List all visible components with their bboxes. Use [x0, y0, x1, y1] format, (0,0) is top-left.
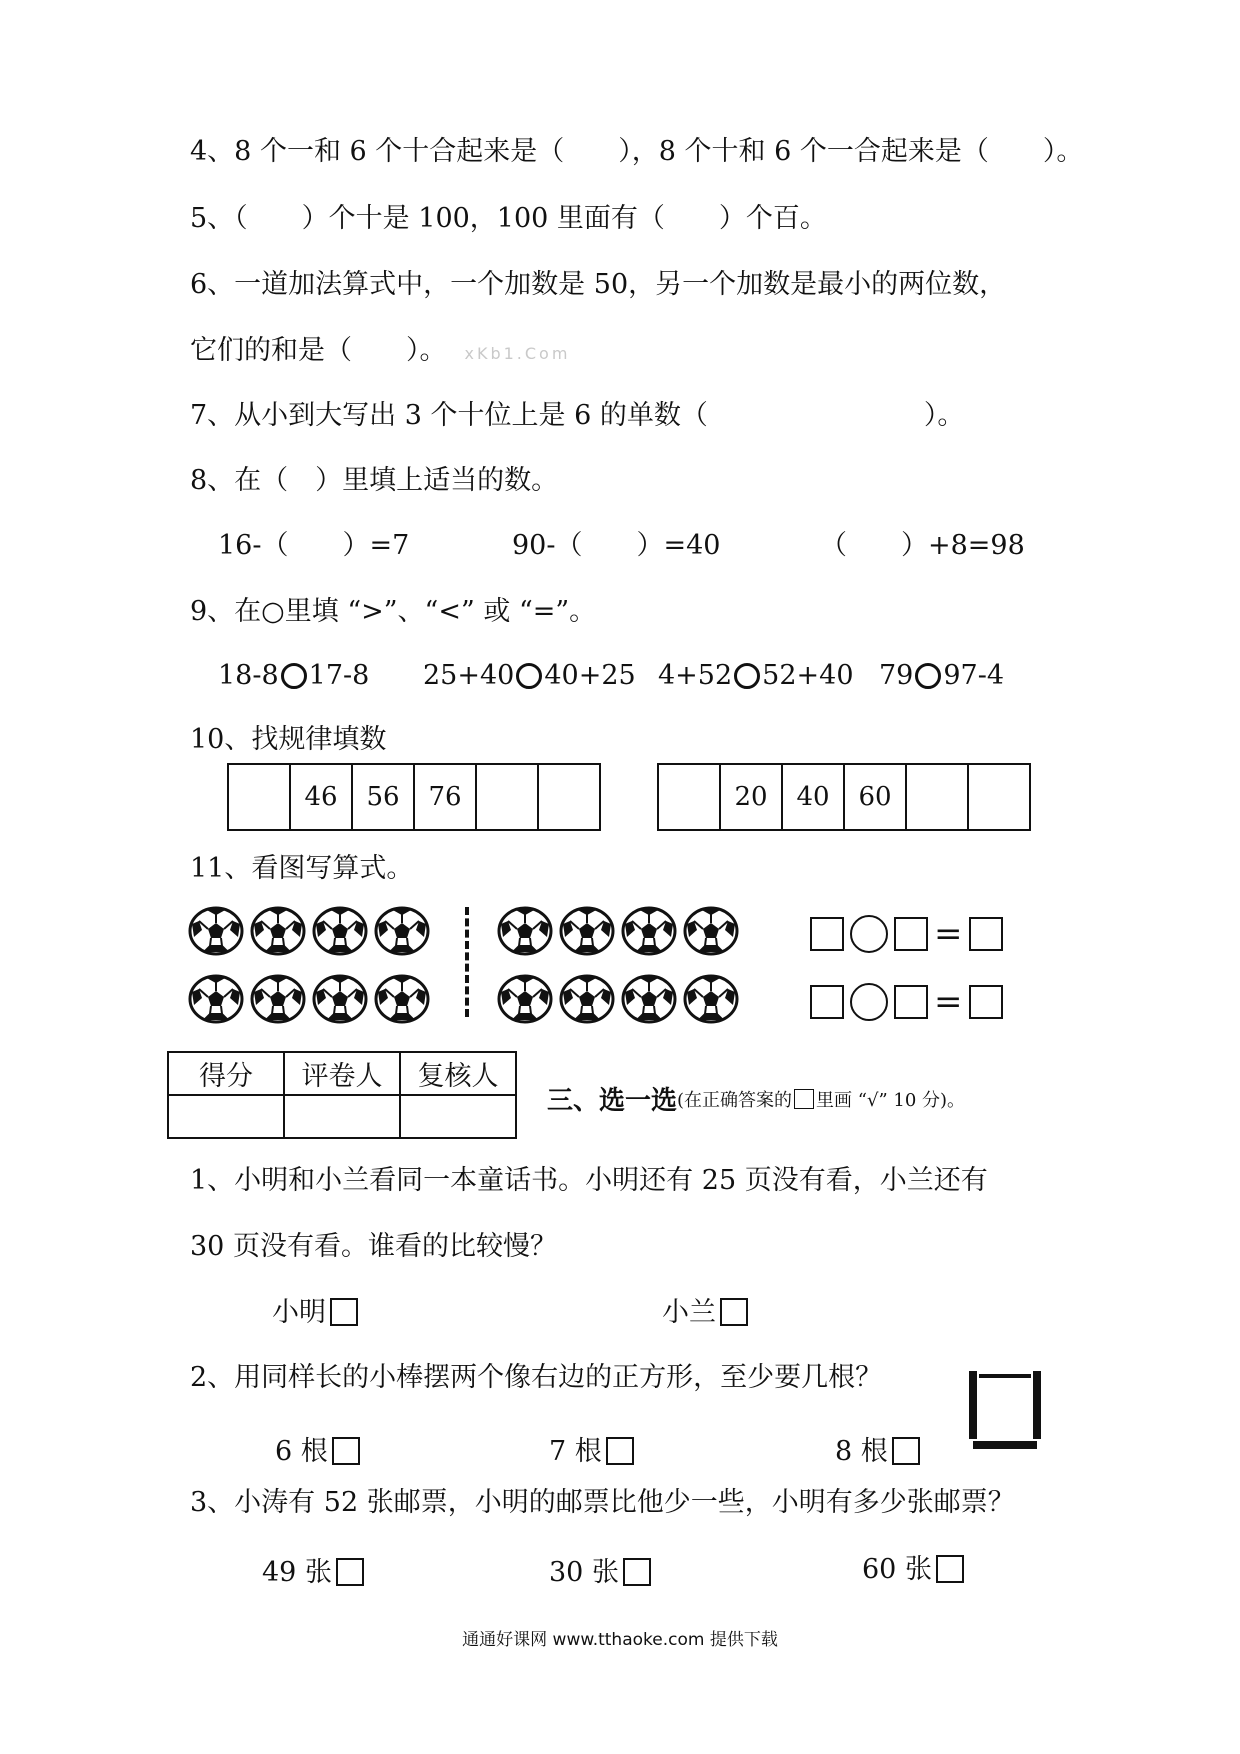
watermark-text: xKb1.Com [464, 344, 571, 363]
soccer-ball-icon [188, 906, 244, 956]
equation-row-1 [810, 914, 1003, 954]
sequence-cell: 76 [415, 765, 477, 829]
section-3-title: 三、选一选 [547, 1086, 678, 1116]
operator-circle[interactable] [850, 915, 888, 953]
answer-box[interactable] [894, 985, 928, 1019]
section-3-note-b: 里画 “√” 10 分)。 [816, 1089, 966, 1111]
choice-option[interactable] [549, 1558, 651, 1586]
checkbox[interactable] [892, 1437, 920, 1465]
score-header: 得分 [168, 1052, 284, 1095]
question-9: 9、在○里填 “>”、“<” 或 “=”。 [190, 596, 597, 627]
grader-header: 评卷人 [284, 1052, 400, 1095]
sequence-cell: 56 [353, 765, 415, 829]
answer-box[interactable] [969, 985, 1003, 1019]
soccer-ball-icon [621, 906, 677, 956]
q8-equation: 90-（ ）=40 [512, 530, 721, 561]
equation-row-2 [810, 982, 1003, 1022]
soccer-ball-icon [374, 974, 430, 1024]
soccer-ball-icon [188, 974, 244, 1024]
checkbox[interactable] [720, 1298, 748, 1326]
grader-cell[interactable] [284, 1095, 400, 1138]
sequence-row-2 [657, 763, 1031, 831]
equals-sign: = [934, 914, 963, 954]
soccer-ball-icon [621, 974, 677, 1024]
question-4: 4、8 个一和 6 个十合起来是（ ），8 个十和 6 个一合起来是（ ）。 [190, 136, 1084, 167]
q9-comparison [879, 662, 1004, 689]
reviewer-header: 复核人 [400, 1052, 516, 1095]
checkbox[interactable] [336, 1558, 364, 1586]
compare-circle-icon[interactable] [734, 663, 760, 689]
question-6-line1: 6、一道加法算式中，一个加数是 50，另一个加数是最小的两位数， [190, 269, 1007, 300]
choice-option[interactable] [862, 1555, 964, 1583]
choice-option[interactable] [262, 1558, 364, 1586]
sequence-cell[interactable] [907, 765, 969, 829]
checkbox[interactable] [330, 1298, 358, 1326]
question-11: 11、看图写算式。 [190, 853, 414, 884]
sequence-cell[interactable] [539, 765, 599, 829]
soccer-ball-icon [497, 974, 553, 1024]
option-label: 6 根 [275, 1435, 328, 1467]
compare-circle-icon[interactable] [915, 663, 941, 689]
score-cell[interactable] [168, 1095, 284, 1138]
soccer-ball-icon [559, 906, 615, 956]
option-label: 60 张 [862, 1553, 932, 1585]
q9-right: 40+25 [544, 660, 636, 691]
section-3-note [677, 1086, 965, 1112]
sequence-cell: 20 [721, 765, 783, 829]
choice-option[interactable] [275, 1437, 360, 1465]
choice-option[interactable] [549, 1437, 634, 1465]
sequence-cell: 46 [291, 765, 353, 829]
score-table [167, 1051, 517, 1139]
q9-right: 17-8 [308, 660, 370, 691]
option-label: 30 张 [549, 1556, 619, 1588]
ball-group-top-right [497, 906, 739, 956]
answer-box[interactable] [969, 917, 1003, 951]
q9-comparison [218, 662, 369, 689]
q9-left: 4+52 [658, 660, 733, 691]
option-label: 小明 [272, 1296, 326, 1328]
section-3-heading [547, 1080, 965, 1117]
sequence-cell[interactable] [969, 765, 1029, 829]
soccer-ball-icon [250, 906, 306, 956]
choice-option[interactable] [272, 1298, 358, 1326]
sequence-cell[interactable] [477, 765, 539, 829]
soccer-ball-icon [250, 974, 306, 1024]
q9-right: 52+40 [762, 660, 854, 691]
option-label: 49 张 [262, 1556, 332, 1588]
compare-circle-icon[interactable] [516, 663, 542, 689]
stick-square-icon [965, 1367, 1045, 1449]
ball-group-top-left [188, 906, 430, 956]
q9-right: 97-4 [943, 660, 1005, 691]
checkbox[interactable] [332, 1437, 360, 1465]
section-3-note-a: (在正确答案的 [677, 1089, 793, 1111]
choice-option[interactable] [835, 1437, 920, 1465]
footer-text: 通通好课网 www.tthaoke.com 提供下载 [462, 1630, 778, 1650]
sequence-cell: 60 [845, 765, 907, 829]
question-6-line2 [190, 337, 570, 364]
question-7: 7、从小到大写出 3 个十位上是 6 的单数（ ）。 [190, 400, 965, 431]
answer-box[interactable] [810, 917, 844, 951]
operator-circle[interactable] [850, 983, 888, 1021]
option-label: 7 根 [549, 1435, 602, 1467]
answer-box[interactable] [894, 917, 928, 951]
choice-1-line1: 1、小明和小兰看同一本童话书。小明还有 25 页没有看，小兰还有 [190, 1165, 988, 1196]
sequence-cell: 40 [783, 765, 845, 829]
sequence-row-1 [227, 763, 601, 831]
equals-sign: = [934, 982, 963, 1022]
soccer-ball-icon [559, 974, 615, 1024]
q9-left: 79 [879, 660, 914, 691]
soccer-ball-icon [683, 974, 739, 1024]
soccer-ball-icon [374, 906, 430, 956]
question-10: 10、找规律填数 [190, 724, 387, 755]
sequence-cell[interactable] [229, 765, 291, 829]
compare-circle-icon[interactable] [281, 663, 307, 689]
question-5: 5、（ ）个十是 100，100 里面有（ ）个百。 [190, 203, 827, 234]
checkbox-icon [794, 1089, 814, 1109]
ball-group-bottom-left [188, 974, 430, 1024]
reviewer-cell[interactable] [400, 1095, 516, 1138]
question-8: 8、在（ ）里填上适当的数。 [190, 465, 559, 496]
sequence-cell[interactable] [659, 765, 721, 829]
checkbox[interactable] [606, 1437, 634, 1465]
soccer-ball-icon [312, 906, 368, 956]
checkbox[interactable] [623, 1558, 651, 1586]
answer-box[interactable] [810, 985, 844, 1019]
q9-comparison [658, 662, 854, 689]
checkbox[interactable] [936, 1555, 964, 1583]
q9-comparison [423, 662, 636, 689]
q8-equation: 16-（ ）=7 [218, 530, 410, 561]
q8-equation: （ ）+8=98 [820, 530, 1025, 561]
soccer-ball-icon [683, 906, 739, 956]
q9-left: 25+40 [423, 660, 515, 691]
option-label: 小兰 [662, 1296, 716, 1328]
soccer-ball-icon [497, 906, 553, 956]
choice-2: 2、用同样长的小棒摆两个像右边的正方形，至少要几根？ [190, 1362, 883, 1393]
ball-group-bottom-right [497, 974, 739, 1024]
q9-left: 18-8 [218, 660, 279, 691]
choice-1-line2: 30 页没有看。谁看的比较慢？ [190, 1231, 557, 1262]
soccer-ball-icon [312, 974, 368, 1024]
choice-option[interactable] [662, 1298, 748, 1326]
choice-3: 3、小涛有 52 张邮票，小明的邮票比他少一些，小明有多少张邮票？ [190, 1487, 1015, 1518]
option-label: 8 根 [835, 1435, 888, 1467]
question-6-text: 它们的和是（ ）。 [190, 335, 447, 366]
dashed-divider [465, 907, 469, 1017]
